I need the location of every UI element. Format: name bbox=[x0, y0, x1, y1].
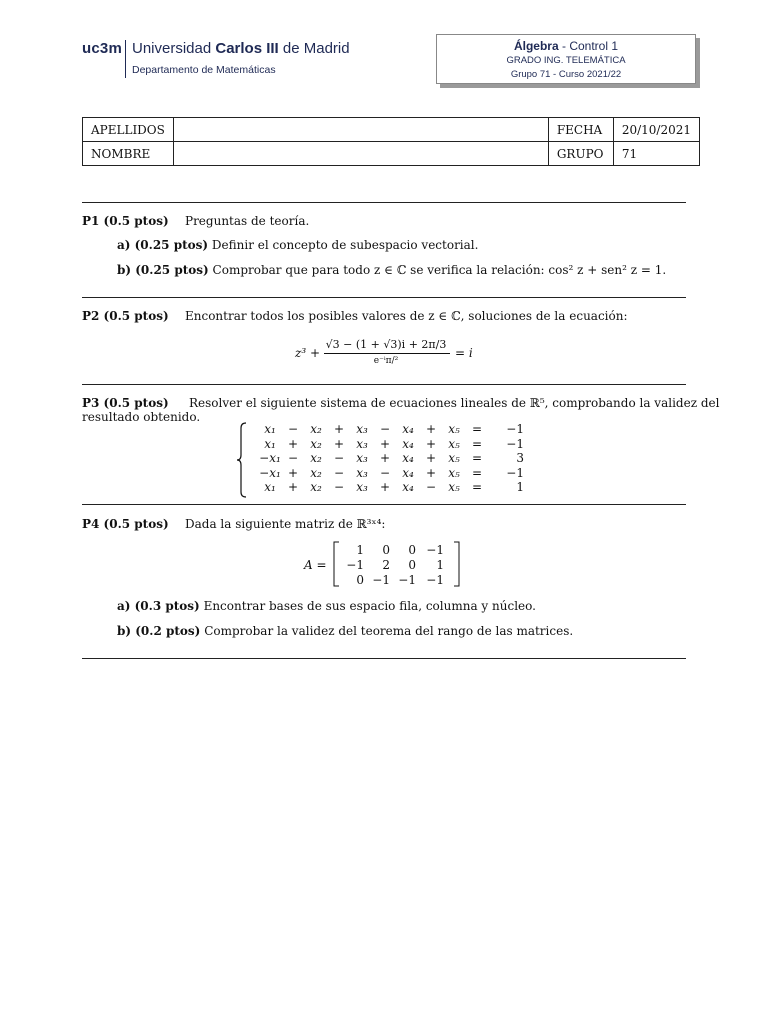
equation-term: x₃ bbox=[356, 451, 368, 466]
left-bracket-icon bbox=[332, 541, 340, 587]
equation-term: x₅ bbox=[448, 451, 460, 466]
equation-term: + bbox=[287, 436, 299, 451]
equation-term: + bbox=[379, 436, 391, 451]
equation-row bbox=[258, 480, 538, 494]
matrix-cell: −1 bbox=[346, 558, 364, 572]
table-row bbox=[83, 118, 700, 142]
p3-text-line1: Resolver el siguiente sistema de ecuaciones lineales de ℝ⁵, comprobando la validez del bbox=[189, 396, 720, 410]
matrix-cell: −1 bbox=[426, 573, 444, 587]
logo-brand: uc3m bbox=[82, 40, 122, 57]
p2-heading bbox=[82, 309, 169, 323]
left-brace-icon bbox=[236, 422, 248, 498]
p4-a-text: Encontrar bases de sus espacio fila, columna y núcleo. bbox=[203, 599, 536, 613]
p4-a-label: a) (0.3 ptos) bbox=[117, 599, 200, 613]
matrix-cell: 1 bbox=[436, 558, 444, 572]
exam-name: Control 1 bbox=[569, 39, 619, 53]
exam-title bbox=[437, 39, 695, 53]
group-value: 71 bbox=[613, 142, 699, 166]
name-field[interactable] bbox=[174, 142, 549, 166]
right-bracket-icon bbox=[453, 541, 461, 587]
divider bbox=[82, 384, 686, 385]
equation-term: + bbox=[287, 465, 299, 480]
p1-part-b bbox=[117, 263, 666, 277]
table-row bbox=[83, 142, 700, 166]
surname-field[interactable] bbox=[174, 118, 549, 142]
equation-term: x₃ bbox=[356, 480, 368, 495]
divider bbox=[82, 202, 686, 203]
date-label: FECHA bbox=[548, 118, 613, 142]
university-prefix: Universidad bbox=[132, 40, 216, 57]
course-sep: - bbox=[558, 39, 570, 53]
equation-term: − bbox=[333, 451, 345, 466]
equation-term: − bbox=[287, 422, 299, 436]
divider bbox=[82, 504, 686, 505]
equation-term: x₄ bbox=[402, 451, 414, 466]
equation-term: 1 bbox=[516, 480, 524, 495]
p4-part-b bbox=[117, 624, 573, 638]
equation-term: −x₁ bbox=[259, 465, 281, 480]
equation-term: x₅ bbox=[448, 465, 460, 480]
equation-term: = bbox=[471, 480, 483, 495]
equation-term: x₁ bbox=[264, 436, 276, 451]
matrix-cell: 0 bbox=[382, 543, 390, 557]
equation-term: x₂ bbox=[310, 465, 322, 480]
equation-term: x₃ bbox=[356, 436, 368, 451]
p1-b-label: b) (0.25 ptos) bbox=[117, 263, 209, 277]
matrix-cell: −1 bbox=[398, 573, 416, 587]
equation-term: + bbox=[425, 465, 437, 480]
equation-term: −1 bbox=[506, 465, 524, 480]
matrix-cell: −1 bbox=[426, 543, 444, 557]
equation-term: x₂ bbox=[310, 422, 322, 436]
p2-label: P2 (0.5 ptos) bbox=[82, 309, 169, 323]
exam-title-box bbox=[436, 34, 696, 84]
p4-label: P4 (0.5 ptos) bbox=[82, 517, 169, 531]
equation-term: − bbox=[425, 480, 437, 495]
p1-b-text: Comprobar que para todo z ∈ ℂ se verifica la relación: cos² z + sen² z = 1. bbox=[212, 263, 667, 277]
equation-term: x₃ bbox=[356, 422, 368, 436]
equation-term: + bbox=[379, 451, 391, 466]
matrix-cell: 0 bbox=[408, 558, 416, 572]
student-info-table bbox=[82, 117, 700, 166]
p1-a-label: a) (0.25 ptos) bbox=[117, 238, 209, 252]
equation-term: + bbox=[333, 436, 345, 451]
p1-label: P1 (0.5 ptos) bbox=[82, 214, 169, 228]
matrix-cell: 2 bbox=[382, 558, 390, 572]
divider bbox=[82, 297, 686, 298]
p4-heading bbox=[82, 517, 169, 531]
equation-term: + bbox=[425, 451, 437, 466]
p4-part-a bbox=[117, 599, 536, 613]
equation-term: + bbox=[425, 436, 437, 451]
equation-term: x₂ bbox=[310, 480, 322, 495]
matrix-cell: 0 bbox=[356, 573, 364, 587]
p4-b-text: Comprobar la validez del teorema del rango de las matrices. bbox=[204, 624, 574, 638]
equation-term: x₂ bbox=[310, 436, 322, 451]
equation-term: x₄ bbox=[402, 436, 414, 451]
p1-text: Preguntas de teoría. bbox=[185, 214, 310, 228]
p3-text-line2: resultado obtenido. bbox=[82, 410, 201, 424]
equation-term: x₄ bbox=[402, 422, 414, 436]
date-value: 20/10/2021 bbox=[613, 118, 699, 142]
equation-term: − bbox=[379, 422, 391, 436]
equation-term: x₅ bbox=[448, 480, 460, 495]
p3-label: P3 (0.5 ptos) bbox=[82, 396, 169, 410]
department-name: Departamento de Matemáticas bbox=[132, 64, 276, 76]
group-label: GRUPO bbox=[548, 142, 613, 166]
p2-eq-denominator: e⁻ⁱπ/² bbox=[373, 356, 399, 366]
equation-term: x₁ bbox=[264, 480, 276, 495]
p2-eq-rhs: = i bbox=[455, 346, 473, 360]
equation-term: − bbox=[379, 465, 391, 480]
equation-term: x₄ bbox=[402, 465, 414, 480]
p2-eq-numerator: √3 − (1 + √3)i + 2π/3 bbox=[325, 338, 447, 351]
divider bbox=[82, 658, 686, 659]
equation-term: −1 bbox=[506, 422, 524, 436]
equation-term: + bbox=[333, 422, 345, 436]
course-title: Álgebra bbox=[513, 39, 559, 53]
p4-text: Dada la siguiente matriz de ℝ³ˣ⁴: bbox=[185, 517, 386, 531]
matrix-cell: 1 bbox=[356, 543, 364, 557]
equation-term: = bbox=[471, 422, 483, 436]
equation-term: − bbox=[333, 465, 345, 480]
equation-term: − bbox=[333, 480, 345, 495]
equation-term: x₁ bbox=[264, 422, 276, 436]
equation-term: x₄ bbox=[402, 480, 414, 495]
equation-term: x₅ bbox=[448, 436, 460, 451]
equation-term: −1 bbox=[506, 436, 524, 451]
equation-row bbox=[258, 466, 538, 480]
linear-system bbox=[236, 422, 536, 498]
surname-label: APELLIDOS bbox=[83, 118, 174, 142]
matrix-cell: 0 bbox=[408, 543, 416, 557]
degree-name: GRADO ING. TELEMÁTICA bbox=[506, 55, 626, 66]
equation-term: x₃ bbox=[356, 465, 368, 480]
matrix-name: A = bbox=[304, 558, 327, 572]
equation-term: −x₁ bbox=[259, 451, 281, 466]
logo-separator bbox=[125, 40, 126, 78]
p2-text: Encontrar todos los posibles valores de z ∈ ℂ, soluciones de la ecuación: bbox=[185, 309, 628, 323]
p4-b-label: b) (0.2 ptos) bbox=[117, 624, 201, 638]
p1-a-text: Definir el concepto de subespacio vectorial. bbox=[211, 238, 479, 252]
university-bold: Carlos III bbox=[215, 40, 279, 57]
fraction-bar bbox=[324, 353, 450, 354]
equation-term: = bbox=[471, 451, 483, 466]
p2-eq-lhs: z³ + bbox=[295, 346, 321, 360]
equation-row bbox=[258, 451, 538, 465]
equation-term: + bbox=[379, 480, 391, 495]
equation-term: = bbox=[471, 465, 483, 480]
group-course: Grupo 71 - Curso 2021/22 bbox=[510, 69, 622, 80]
equation-row bbox=[258, 437, 538, 451]
university-suffix: de Madrid bbox=[278, 40, 350, 57]
equation-term: x₂ bbox=[310, 451, 322, 466]
equation-term: = bbox=[471, 436, 483, 451]
equation-term: 3 bbox=[516, 451, 524, 466]
equation-row bbox=[258, 422, 538, 436]
matrix-cell: −1 bbox=[372, 573, 390, 587]
equation-term: − bbox=[287, 451, 299, 466]
name-label: NOMBRE bbox=[83, 142, 174, 166]
equation-term: + bbox=[425, 422, 437, 436]
equation-term: + bbox=[287, 480, 299, 495]
p1-part-a bbox=[117, 238, 478, 252]
p1-heading bbox=[82, 214, 169, 228]
university-name bbox=[132, 40, 350, 57]
p3-heading bbox=[82, 396, 169, 410]
equation-term: x₅ bbox=[448, 422, 460, 436]
